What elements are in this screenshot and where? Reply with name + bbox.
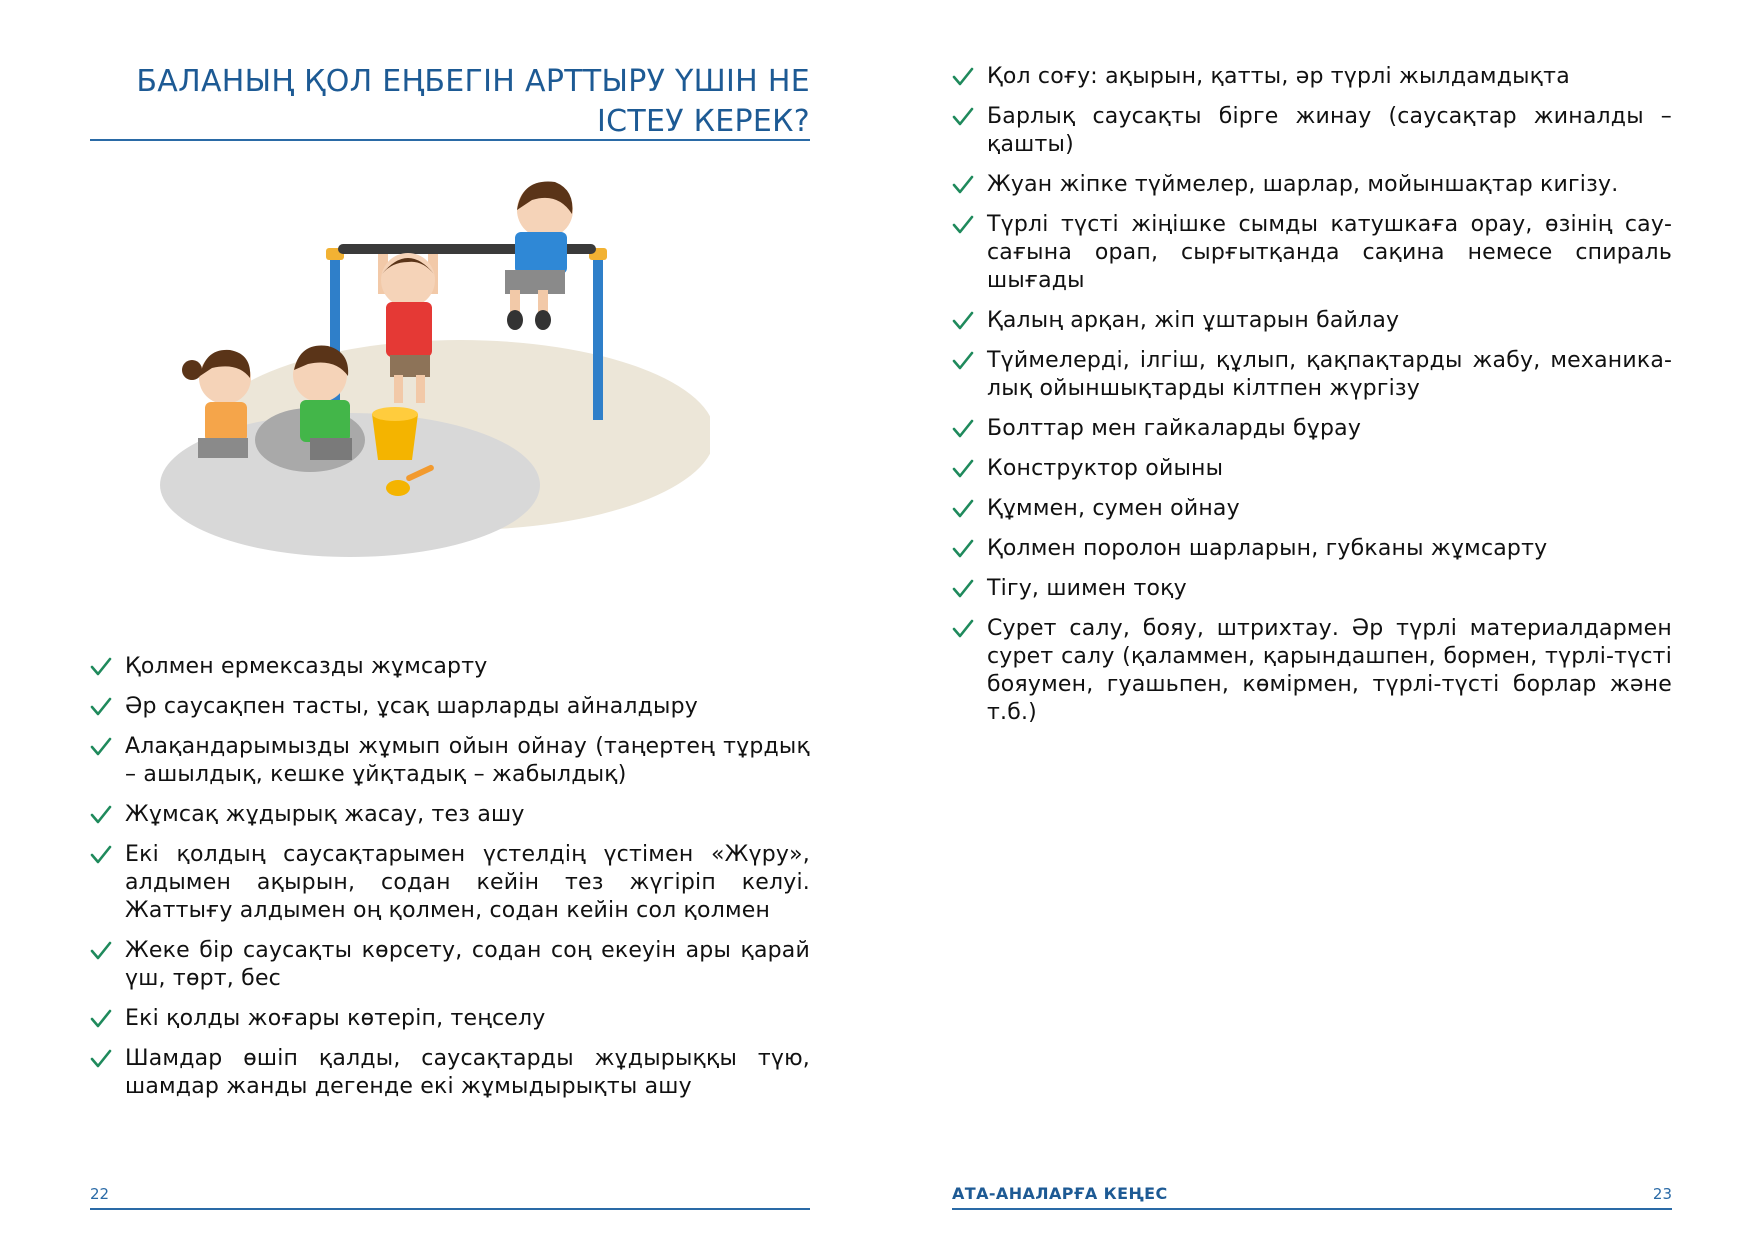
list-item-text: Қалың арқан, жіп ұштарын байлау	[987, 308, 1400, 333]
list-item-text: Жуан жіпке түймелер, шарлар, мойыншақтар кигізу.	[987, 172, 1619, 197]
checkmark-icon	[952, 66, 974, 88]
list-item	[952, 575, 1672, 603]
checkmark-icon	[952, 106, 974, 128]
list-item-text: Жеке бір саусақты көрсету, содан соң екеуін ары қарай үш, төрт, бес	[125, 938, 810, 991]
list-item-text: Екі қолдың саусақтарымен үстелдің үстімен «Жүру», алдымен ақырын, содан кейін тез жүгіріп келуі. Жаттығу алдымен оң қолмен, содан кейін сол қолмен	[125, 842, 810, 923]
checkmark-icon	[90, 844, 112, 866]
list-item-text: Қолмен ермексазды жұмсарту	[125, 654, 488, 679]
list-item-text: Болттар мен гайкаларды бұрау	[987, 416, 1362, 441]
list-item	[952, 307, 1672, 335]
checkmark-icon	[90, 656, 112, 678]
footer-divider-right	[952, 1208, 1672, 1210]
checkmark-icon	[90, 696, 112, 718]
footer-title: АТА-АНАЛАРҒА КЕҢЕС	[952, 1184, 1168, 1203]
children-playground-illustration	[160, 170, 710, 580]
checkmark-icon	[952, 618, 974, 640]
list-item	[952, 455, 1672, 483]
checkmark-icon	[952, 458, 974, 480]
checkmark-icon	[952, 174, 974, 196]
list-item	[90, 937, 810, 993]
checkmark-icon	[952, 214, 974, 236]
checkmark-icon	[952, 418, 974, 440]
list-item	[90, 801, 810, 829]
page-title-line-2: ІСТЕУ КЕРЕК?	[596, 104, 810, 139]
list-item	[952, 171, 1672, 199]
list-item	[952, 63, 1672, 91]
list-item-text: Қол соғу: ақырын, қатты, әр түрлі жылдамдықта	[987, 64, 1570, 89]
list-item-text: Сурет салу, бояу, штрихтау. Әр түрлі материалдармен сурет салу (қаламмен, қарындашпен, бормен, түрлі-түсті бояумен, гуашьпен, көмірмен, түрлі-түсті борлар және т.б.)	[987, 616, 1672, 725]
list-item-text: Түймелерді, ілгіш, құлып, қақпақтарды жабу, механикалық ойыншықтарды кілтпен жүргізу	[987, 348, 1672, 401]
list-item	[952, 211, 1672, 295]
checkmark-icon	[90, 940, 112, 962]
list-item	[90, 653, 810, 681]
list-item	[90, 693, 810, 721]
footer-divider-left	[90, 1208, 810, 1210]
list-item-text: Құммен, сумен ойнау	[987, 496, 1240, 521]
right-activity-list	[952, 63, 1672, 739]
title-divider	[90, 139, 810, 141]
page-title	[90, 62, 810, 142]
left-page	[0, 0, 874, 1241]
checkmark-icon	[90, 1008, 112, 1030]
list-item	[90, 1005, 810, 1033]
list-item	[90, 733, 810, 789]
checkmark-icon	[952, 310, 974, 332]
checkmark-icon	[952, 538, 974, 560]
checkmark-icon	[90, 804, 112, 826]
checkmark-icon	[952, 578, 974, 600]
checkmark-icon	[952, 350, 974, 372]
page-number-left: 22	[90, 1185, 110, 1203]
list-item	[952, 615, 1672, 727]
list-item-text: Тігу, шимен тоқу	[987, 576, 1187, 601]
list-item-text: Конструктор ойыны	[987, 456, 1224, 481]
list-item-text: Қолмен поролон шарларын, губканы жұмсарту	[987, 536, 1548, 561]
list-item	[952, 347, 1672, 403]
list-item-text: Екі қолды жоғары көтеріп, теңселу	[125, 1006, 546, 1031]
list-item	[90, 1045, 810, 1101]
list-item-text: Түрлі түсті жіңішке сымды катушкаға орау, өзінің саусағына орап, сырғытқанда сақина немесе спираль шығады	[987, 212, 1672, 293]
list-item	[952, 535, 1672, 563]
list-item-text: Жұмсақ жұдырық жасау, тез ашу	[125, 802, 525, 827]
checkmark-icon	[90, 736, 112, 758]
list-item-text: Барлық саусақты бірге жинау (саусақтар жиналды – қашты)	[987, 104, 1672, 157]
left-activity-list	[90, 653, 810, 1113]
checkmark-icon	[90, 1048, 112, 1070]
page-number-right: 23	[1652, 1185, 1672, 1203]
list-item	[952, 103, 1672, 159]
checkmark-icon	[952, 498, 974, 520]
list-item	[952, 495, 1672, 523]
list-item	[90, 841, 810, 925]
list-item-text: Шамдар өшіп қалды, саусақтарды жұдырыққы түю, шамдар жанды дегенде екі жұмыдырықты ашу	[125, 1046, 810, 1099]
page-title-line-1: БАЛАНЫҢ ҚОЛ ЕҢБЕГІН АРТТЫРУ ҮШІН НЕ	[136, 64, 810, 99]
list-item	[952, 415, 1672, 443]
list-item-text: Әр саусақпен тасты, ұсақ шарларды айналдыру	[125, 694, 699, 719]
list-item-text: Алақандарымызды жұмып ойын ойнау (таңертең тұрдық – ашылдық, кешке ұйқтадық – жабылдық)	[125, 734, 810, 787]
